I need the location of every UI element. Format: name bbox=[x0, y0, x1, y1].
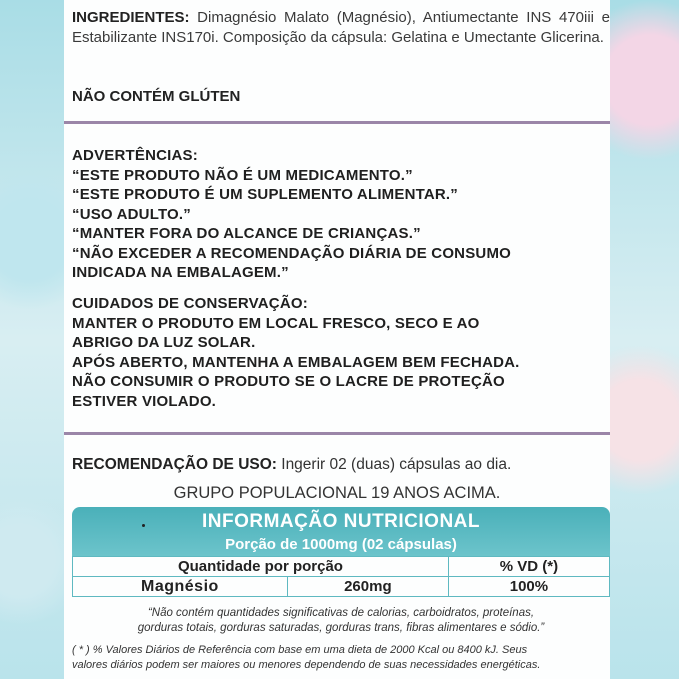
ingredients-text bbox=[72, 8, 610, 48]
warnings-heading: ADVERTÊNCIAS: bbox=[72, 147, 198, 164]
nutrition-title: INFORMAÇÃO NUTRICIONAL bbox=[201, 511, 481, 532]
conservation-heading: CUIDADOS DE CONSERVAÇÃO: bbox=[72, 295, 308, 312]
nutrition-portion: Porção de 1000mg (02 cápsulas) bbox=[225, 536, 457, 553]
label-panel bbox=[64, 0, 610, 679]
warning-line: INDICADA NA EMBALAGEM.” bbox=[72, 264, 289, 281]
warning-line: “ESTE PRODUTO É UM SUPLEMENTO ALIMENTAR.” bbox=[72, 186, 458, 203]
nutrient-amount: 260mg bbox=[287, 577, 448, 597]
warning-line: “USO ADULTO.” bbox=[72, 205, 191, 223]
usage-label: RECOMENDAÇÃO DE USO: bbox=[72, 456, 277, 473]
warning-line: “ESTE PRODUTO NÃO É UM MEDICAMENTO.” bbox=[72, 166, 413, 184]
nutrient-name: Magnésio bbox=[73, 577, 288, 597]
conservation-line: APÓS ABERTO, MANTENHA A EMBALAGEM BEM FECHADA. bbox=[72, 353, 520, 371]
divider-top bbox=[64, 121, 610, 124]
note-line: gorduras totais, gorduras saturadas, gorduras trans, fibras alimentares e sódio.” bbox=[137, 622, 545, 634]
nutrition-header-row bbox=[73, 557, 610, 577]
table-row bbox=[73, 577, 610, 597]
nutrition-table bbox=[72, 556, 610, 597]
conservation-block bbox=[72, 294, 520, 411]
nutrition-footnote bbox=[72, 643, 610, 673]
ingredients-label: INGREDIENTES: bbox=[72, 9, 190, 26]
quantity-header: Quantidade por porção bbox=[73, 557, 449, 577]
gluten-warning: NÃO CONTÉM GLÚTEN bbox=[72, 88, 241, 105]
nutrition-header bbox=[72, 507, 610, 556]
divider-bottom bbox=[64, 432, 610, 435]
warning-line: “NÃO EXCEDER A RECOMENDAÇÃO DIÁRIA DE CONSUMO bbox=[72, 244, 512, 262]
usage-text: Ingerir 02 (duas) cápsulas ao dia. bbox=[276, 456, 512, 473]
usage-recommendation bbox=[72, 456, 511, 474]
nutrition-note bbox=[72, 606, 610, 636]
footnote-line: valores diários podem ser maiores ou menores dependendo de suas necessidades energéticas. bbox=[72, 659, 541, 671]
conservation-line: MANTER O PRODUTO EM LOCAL FRESCO, SECO E AO bbox=[72, 314, 480, 332]
note-line: “Não contém quantidades significativas de calorias, carboidratos, proteínas, bbox=[147, 607, 535, 619]
conservation-line: ABRIGO DA LUZ SOLAR. bbox=[72, 334, 256, 351]
conservation-line: NÃO CONSUMIR O PRODUTO SE O LACRE DE PROTEÇÃO bbox=[72, 373, 505, 390]
footnote-line: ( * ) % Valores Diários de Referência com base em uma dieta de 2000 Kcal ou 8400 kJ. Seus bbox=[72, 644, 528, 656]
warning-line: “MANTER FORA DO ALCANCE DE CRIANÇAS.” bbox=[72, 225, 421, 242]
warnings-block bbox=[72, 146, 511, 283]
vd-header: % VD (*) bbox=[448, 557, 609, 577]
ingredients-body: Dimagnésio Malato (Magnésio), Antiumectante INS 470iii e Estabilizante INS170i. Composição da cápsula: Gelatina e Umectante Glicerina. bbox=[72, 9, 610, 46]
conservation-line: ESTIVER VIOLADO. bbox=[72, 392, 217, 410]
nutrient-vd: 100% bbox=[448, 577, 609, 597]
population-group: GRUPO POPULACIONAL 19 ANOS ACIMA. bbox=[173, 484, 501, 502]
